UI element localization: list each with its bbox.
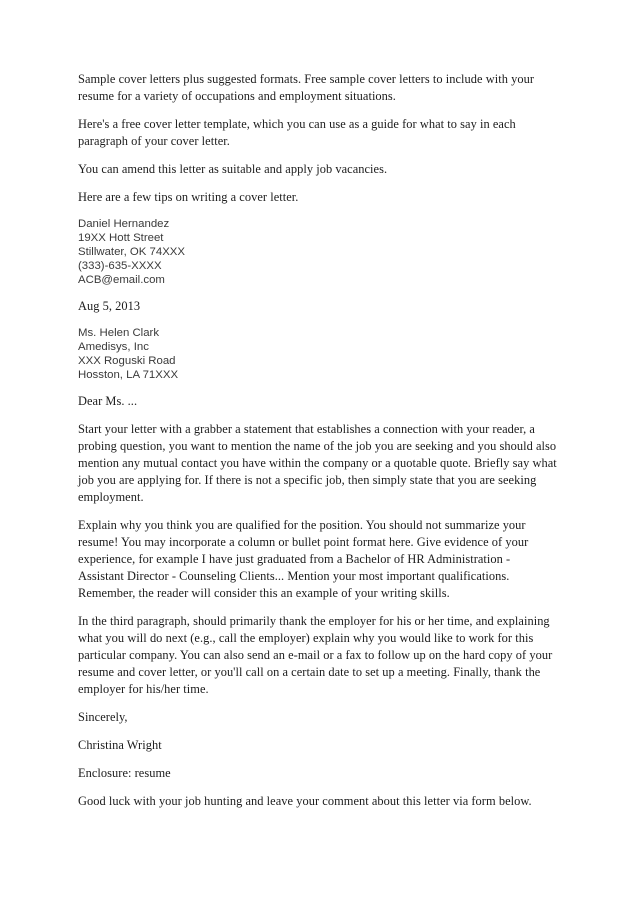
recipient-address-block — [78, 326, 558, 382]
intro-paragraph-4: Here are a few tips on writing a cover letter. — [78, 190, 299, 204]
body-paragraph-2: Explain why you think you are qualified for the position. You should not summarize your resume! You may incorporate a column or bullet point format here. Give evidence of your experience, for example I have just graduated from a Bachelor of HR Administration - Assistant Director - Counseling Clients... Mention your most important qualifications. Remember, the reader will consider this an example of your writing skills. — [78, 518, 529, 600]
intro-paragraph-1: Sample cover letters plus suggested formats. Free sample cover letters to include with your resume for a variety of occupations and employment situations. — [78, 72, 534, 103]
sender-city-state-zip: Stillwater, OK 74XXX — [78, 246, 185, 258]
sender-phone: (333)-635-XXXX — [78, 260, 162, 272]
intro-paragraph-3: You can amend this letter as suitable and apply job vacancies. — [78, 162, 388, 176]
recipient-street: XXX Roguski Road — [78, 355, 176, 367]
recipient-company: Amedisys, Inc — [78, 341, 149, 353]
footer-note: Good luck with your job hunting and leave your comment about this letter via form below. — [78, 794, 532, 808]
recipient-name: Ms. Helen Clark — [78, 327, 160, 339]
sender-email: ACB@email.com — [78, 274, 165, 286]
salutation: Dear Ms. ... — [78, 394, 138, 408]
sender-street: 19XX Hott Street — [78, 232, 164, 244]
closing: Sincerely, — [78, 710, 128, 724]
recipient-city-state-zip: Hosston, LA 71XXX — [78, 369, 179, 381]
intro-paragraph-2: Here's a free cover letter template, which you can use as a guide for what to say in each paragraph of your cover letter. — [78, 117, 516, 148]
body-paragraph-1: Start your letter with a grabber a statement that establishes a connection with your reader, a probing question, you want to mention the name of the job you are seeking and you should also mention any mutual contact you have within the company or a quotable quote. Briefly say what job you are applying for. If there is not a specific job, then simply state that you are seeking employment. — [78, 422, 557, 504]
signature-name: Christina Wright — [78, 738, 162, 752]
enclosure-note: Enclosure: resume — [78, 766, 171, 780]
sender-name: Daniel Hernandez — [78, 218, 170, 230]
letter-date: Aug 5, 2013 — [78, 299, 141, 313]
body-paragraph-3: In the third paragraph, should primarily thank the employer for his or her time, and explaining what you will do next (e.g., call the employer) explain why you would like to work for this particular company. You can also send an e-mail or a fax to follow up on the hard copy of your resume and cover letter, or you'll call on a certain date to set up a meeting. Finally, thank the employer for his/her time. — [78, 614, 553, 696]
sender-address-block — [78, 217, 558, 287]
